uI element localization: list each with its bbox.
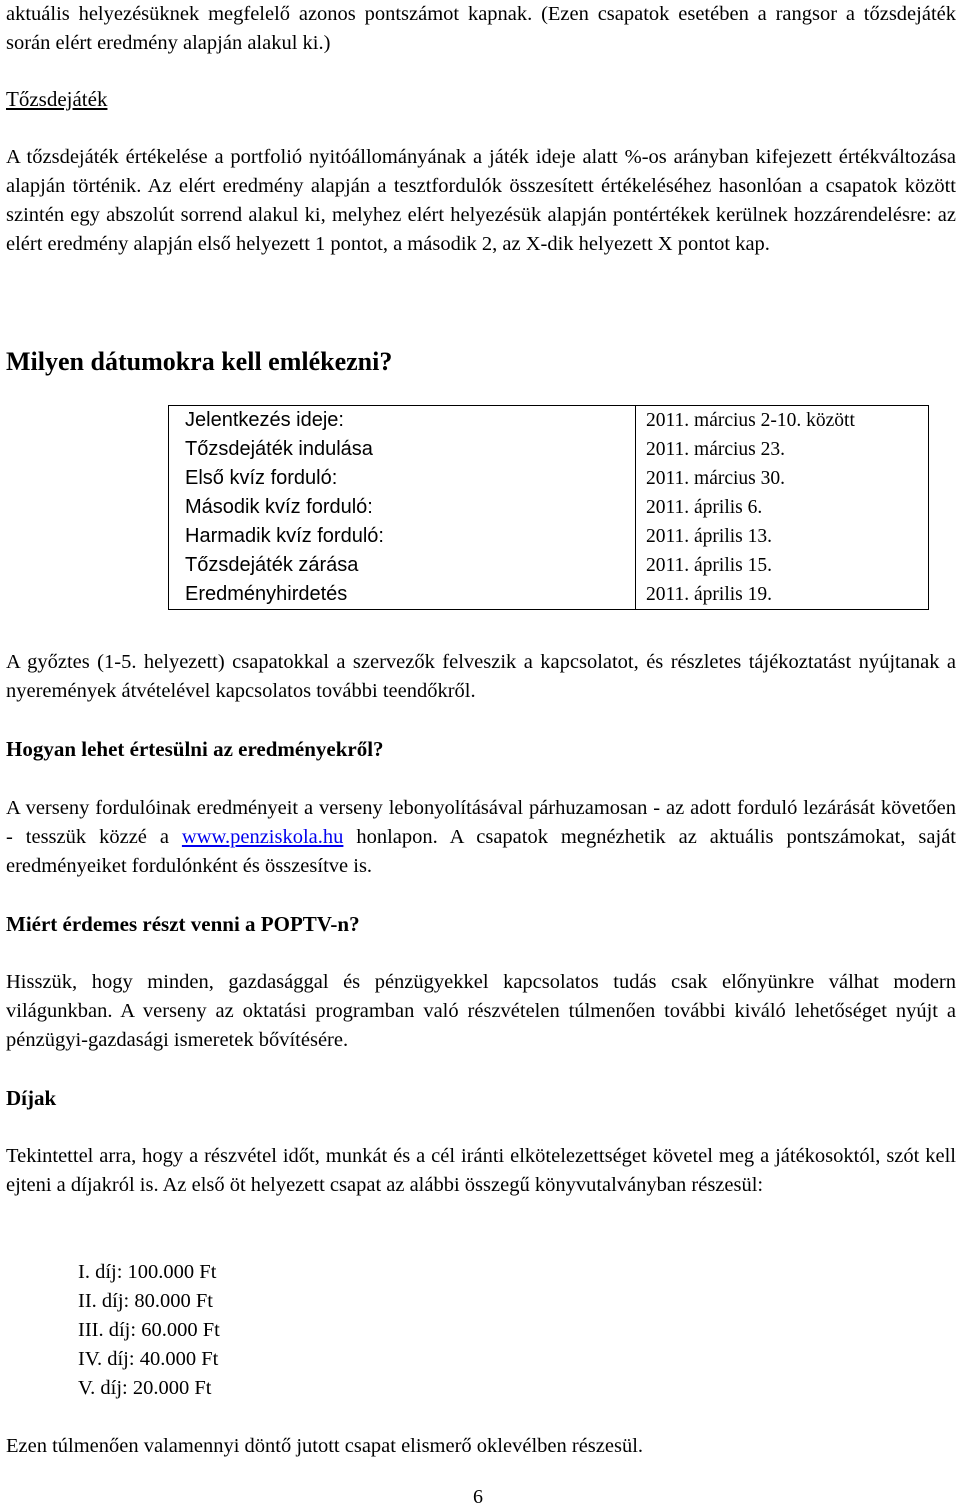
prizes-paragraph: Tekintettel arra, hogy a részvétel időt, munkát és a cél iránti elkötelezettséget követel meg a játékosoktól, szót kell ejteni a díjakról is. Az első öt helyezett csapat az alábbi összegű könyvutalványban részesül:	[6, 1145, 956, 1196]
results-text-before-link: A verseny fordulóinak eredményeit a verseny lebonyolításával párhuzamosan - az adott forduló lezárását követően - tesszük közzé a	[6, 797, 956, 848]
list-item: III. díj: 60.000 Ft	[78, 1319, 220, 1341]
page-number: 6	[473, 1486, 483, 1508]
dates-heading: Milyen dátumokra kell emlékezni?	[6, 347, 393, 376]
table-row	[169, 464, 929, 493]
list-item: IV. díj: 40.000 Ft	[78, 1348, 219, 1370]
date-label: Tőzsdejáték zárása	[169, 551, 636, 580]
date-value: 2011. április 13.	[636, 522, 929, 551]
table-row	[169, 551, 929, 580]
date-label: Eredményhirdetés	[169, 580, 636, 610]
intro-paragraph: aktuális helyezésüknek megfelelő azonos pontszámot kapnak. (Ezen csapatok esetében a rangsor a tőzsdejáték során elért eredmény alapján alakul ki.)	[6, 3, 956, 54]
date-label: Első kvíz forduló:	[169, 464, 636, 493]
why-paragraph: Hisszük, hogy minden, gazdasággal és pénzügyekkel kapcsolatos tudás csak előnyünkre válhat modern világunkban. A verseny az oktatási programban való részvételen túlmenően további kiváló lehetőséget nyújt a pénzügyi-gazdasági ismeretek bővítésére.	[6, 971, 956, 1051]
results-text-after-link: honlapon. A csapatok megnézhetik az aktuális pontszámokat, saját eredményeiket fordulónként és összesítve is.	[6, 826, 956, 877]
stock-game-heading: Tőzsdejáték	[6, 87, 108, 111]
date-label: Tőzsdejáték indulása	[169, 435, 636, 464]
table-row	[169, 493, 929, 522]
date-value: 2011. március 23.	[636, 435, 929, 464]
penziskola-link[interactable]: www.penziskola.hu	[181, 826, 344, 848]
prize-list	[78, 1258, 220, 1403]
dates-table	[168, 405, 929, 610]
results-heading: Hogyan lehet értesülni az eredményekről?	[6, 737, 384, 761]
table-row	[169, 435, 929, 464]
date-value: 2011. április 15.	[636, 551, 929, 580]
date-label: Harmadik kvíz forduló:	[169, 522, 636, 551]
date-value: 2011. március 30.	[636, 464, 929, 493]
prizes-heading: Díjak	[6, 1086, 57, 1110]
table-row	[169, 522, 929, 551]
stock-game-paragraph: A tőzsdejáték értékelése a portfolió nyitóállományának a játék ideje alatt %-os arányban kifejezett értékváltozása alapján történik. Az elért eredmény alapján a tesztfordulók összesített értékeléséhez hasonlóan a csapatok között szintén egy abszolút sorrend alakul ki, melyhez elért helyezésük alapján pontértékek kerülnek hozzárendelésre: az elért eredmény alapján első helyezett 1 pontot, a második 2, az X-dik helyezett X pontot kap.	[6, 146, 956, 255]
results-paragraph	[6, 794, 956, 881]
list-item: I. díj: 100.000 Ft	[78, 1261, 217, 1283]
list-item: II. díj: 80.000 Ft	[78, 1290, 213, 1312]
list-item: V. díj: 20.000 Ft	[78, 1377, 212, 1399]
date-value: 2011. április 6.	[636, 493, 929, 522]
closing-paragraph: Ezen túlmenően valamennyi döntő jutott csapat elismerő oklevélben részesül.	[6, 1435, 644, 1457]
date-label: Második kvíz forduló:	[169, 493, 636, 522]
date-value: 2011. március 2-10. között	[636, 406, 929, 436]
winners-paragraph: A győztes (1-5. helyezett) csapatokkal a szervezők felveszik a kapcsolatot, és részletes tájékoztatást nyújtanak a nyeremények átvételével kapcsolatos további teendőkről.	[6, 651, 956, 702]
table-row	[169, 580, 929, 610]
date-label: Jelentkezés ideje:	[169, 406, 636, 436]
table-row	[169, 406, 929, 436]
date-value: 2011. április 19.	[636, 580, 929, 610]
why-heading: Miért érdemes részt venni a POPTV-n?	[6, 912, 360, 936]
